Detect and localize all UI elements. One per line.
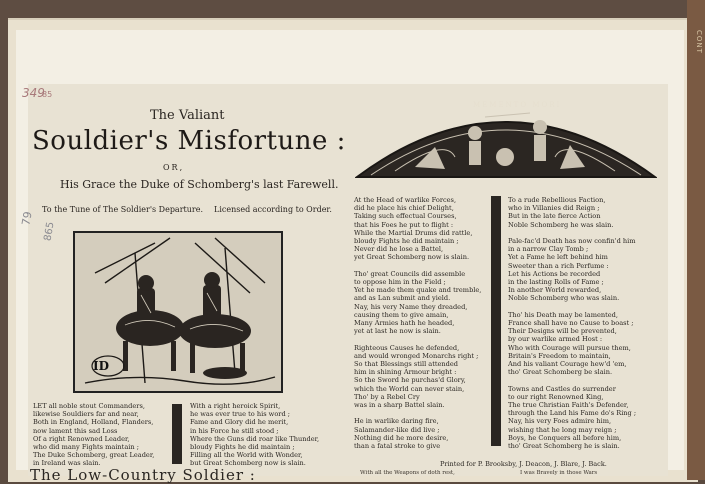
title-small: The Valiant	[150, 108, 225, 123]
memento-mori-woodcut	[355, 87, 657, 183]
woodcut-battle-image	[73, 231, 283, 393]
verse-column-left-a: LET all noble stout Commanders, likewise Souldiers far and near, Both in England, Holland, Flanders, now lament this sad Loss Of a right Renowned Leader, who did many Fights maintain ; The Duke Schomberg, great Leader, in Ireland was slain.	[33, 402, 155, 468]
pencil-page-number-small: 85	[42, 90, 53, 99]
book-spine	[687, 0, 705, 480]
pencil-side-mark: 79	[19, 210, 35, 227]
pencil-side-mark-2: 865	[42, 221, 57, 242]
verse-column-2: To a rude Rebellious Faction, who in Villanies did Reign ; But in the late fierce Action Noble Schomberg he was slain. Pale-fac'd Death has now confin'd him in a narrow Clay Tomb ; Yet a Fame he left behind him Sweeter than a rich Perfume : Let his Actions be recorded in the lasting Rolls of Fame ; In another World rewarded, Noble Schomberg who was slain. Tho' his Death may be lamented, France shall have no Cause to boast ; Their Designs will be prevented, by our warlike armed Host : Who with Courage will pursue them, Britain's Freedom to maintain, And his valiant Courage hew'd 'em, tho' Great Schomberg be slain. Towns and Castles do surrender to our right Renowned King, The true Christian Faith's Defender, through the Land his Fame do's Ring ; Nay, his very Foes admire him, wishing that he long may reign ; Boys, he Conquers all before him, tho' Great Schomberg he is slain.	[508, 196, 637, 451]
next-sheet-fragment-1: With all the Weapons of doth rest,	[360, 470, 455, 476]
spine-label: CONT	[695, 30, 703, 54]
verse-column-left-b: With a right heroick Spirit, he was ever true to his word ; Fame and Glory did he merit, in his Force he still stood ; Where the Guns did roar like Thunder, bloudy Fights he did maintain ; Filling all the World with Wonder, but Great Schomberg now is slain.	[190, 402, 320, 468]
woodcut-initials: ID	[93, 359, 110, 373]
title-main: Souldier's Misfortune :	[32, 126, 346, 156]
column-divider-bar-left	[172, 404, 182, 464]
arch-motto: MEMENTO MORI	[473, 101, 562, 109]
title-subtitle: His Grace the Duke of Schomberg's last Farewell.	[60, 178, 339, 191]
title-or: OR,	[163, 163, 185, 172]
next-sheet-fragment-2: I was Bravely in those Wars	[520, 470, 598, 476]
licence-line: Licensed according to Order.	[214, 205, 332, 214]
printer-imprint: Printed for P. Brooksby, J. Deacon, J. Blare, J. Back.	[440, 460, 607, 468]
next-sheet-title: The Low-Country Soldier :	[30, 466, 256, 484]
tune-line: To the Tune of The Soldier's Departure.	[42, 205, 203, 214]
column-divider-bar	[491, 196, 501, 446]
verse-column-1: At the Head of warlike Forces, did he place his chief Delight, Taking such effectual Courses, that his Foes he put to flight : While the Martial Drums did rattle, bloudy Fights he did maintain ; Never did he lose a Battel, yet Great Schomberg now is slain. Tho' great Councils did assemble to oppose him in the Field ; Yet he made them quake and tremble, and as Lan submit and yield. Nay, his very Name they dreaded, causing them to give amain, Many Armies hath he headed, yet at last he now is slain. Righteous Causes he defended, and would wronged Monarchs right ; So that Blessings still attended him in shining Armour bright : So the Sword he purchas'd Glory, which the World can never stain, Tho' by a Rebel Cry was in a sharp Battel slain. He in warlike daring fire, Salamander-like did live ; Nothing did he more desire, than a fatal stroke to give	[354, 196, 482, 451]
pencil-page-number: 349	[22, 86, 45, 100]
